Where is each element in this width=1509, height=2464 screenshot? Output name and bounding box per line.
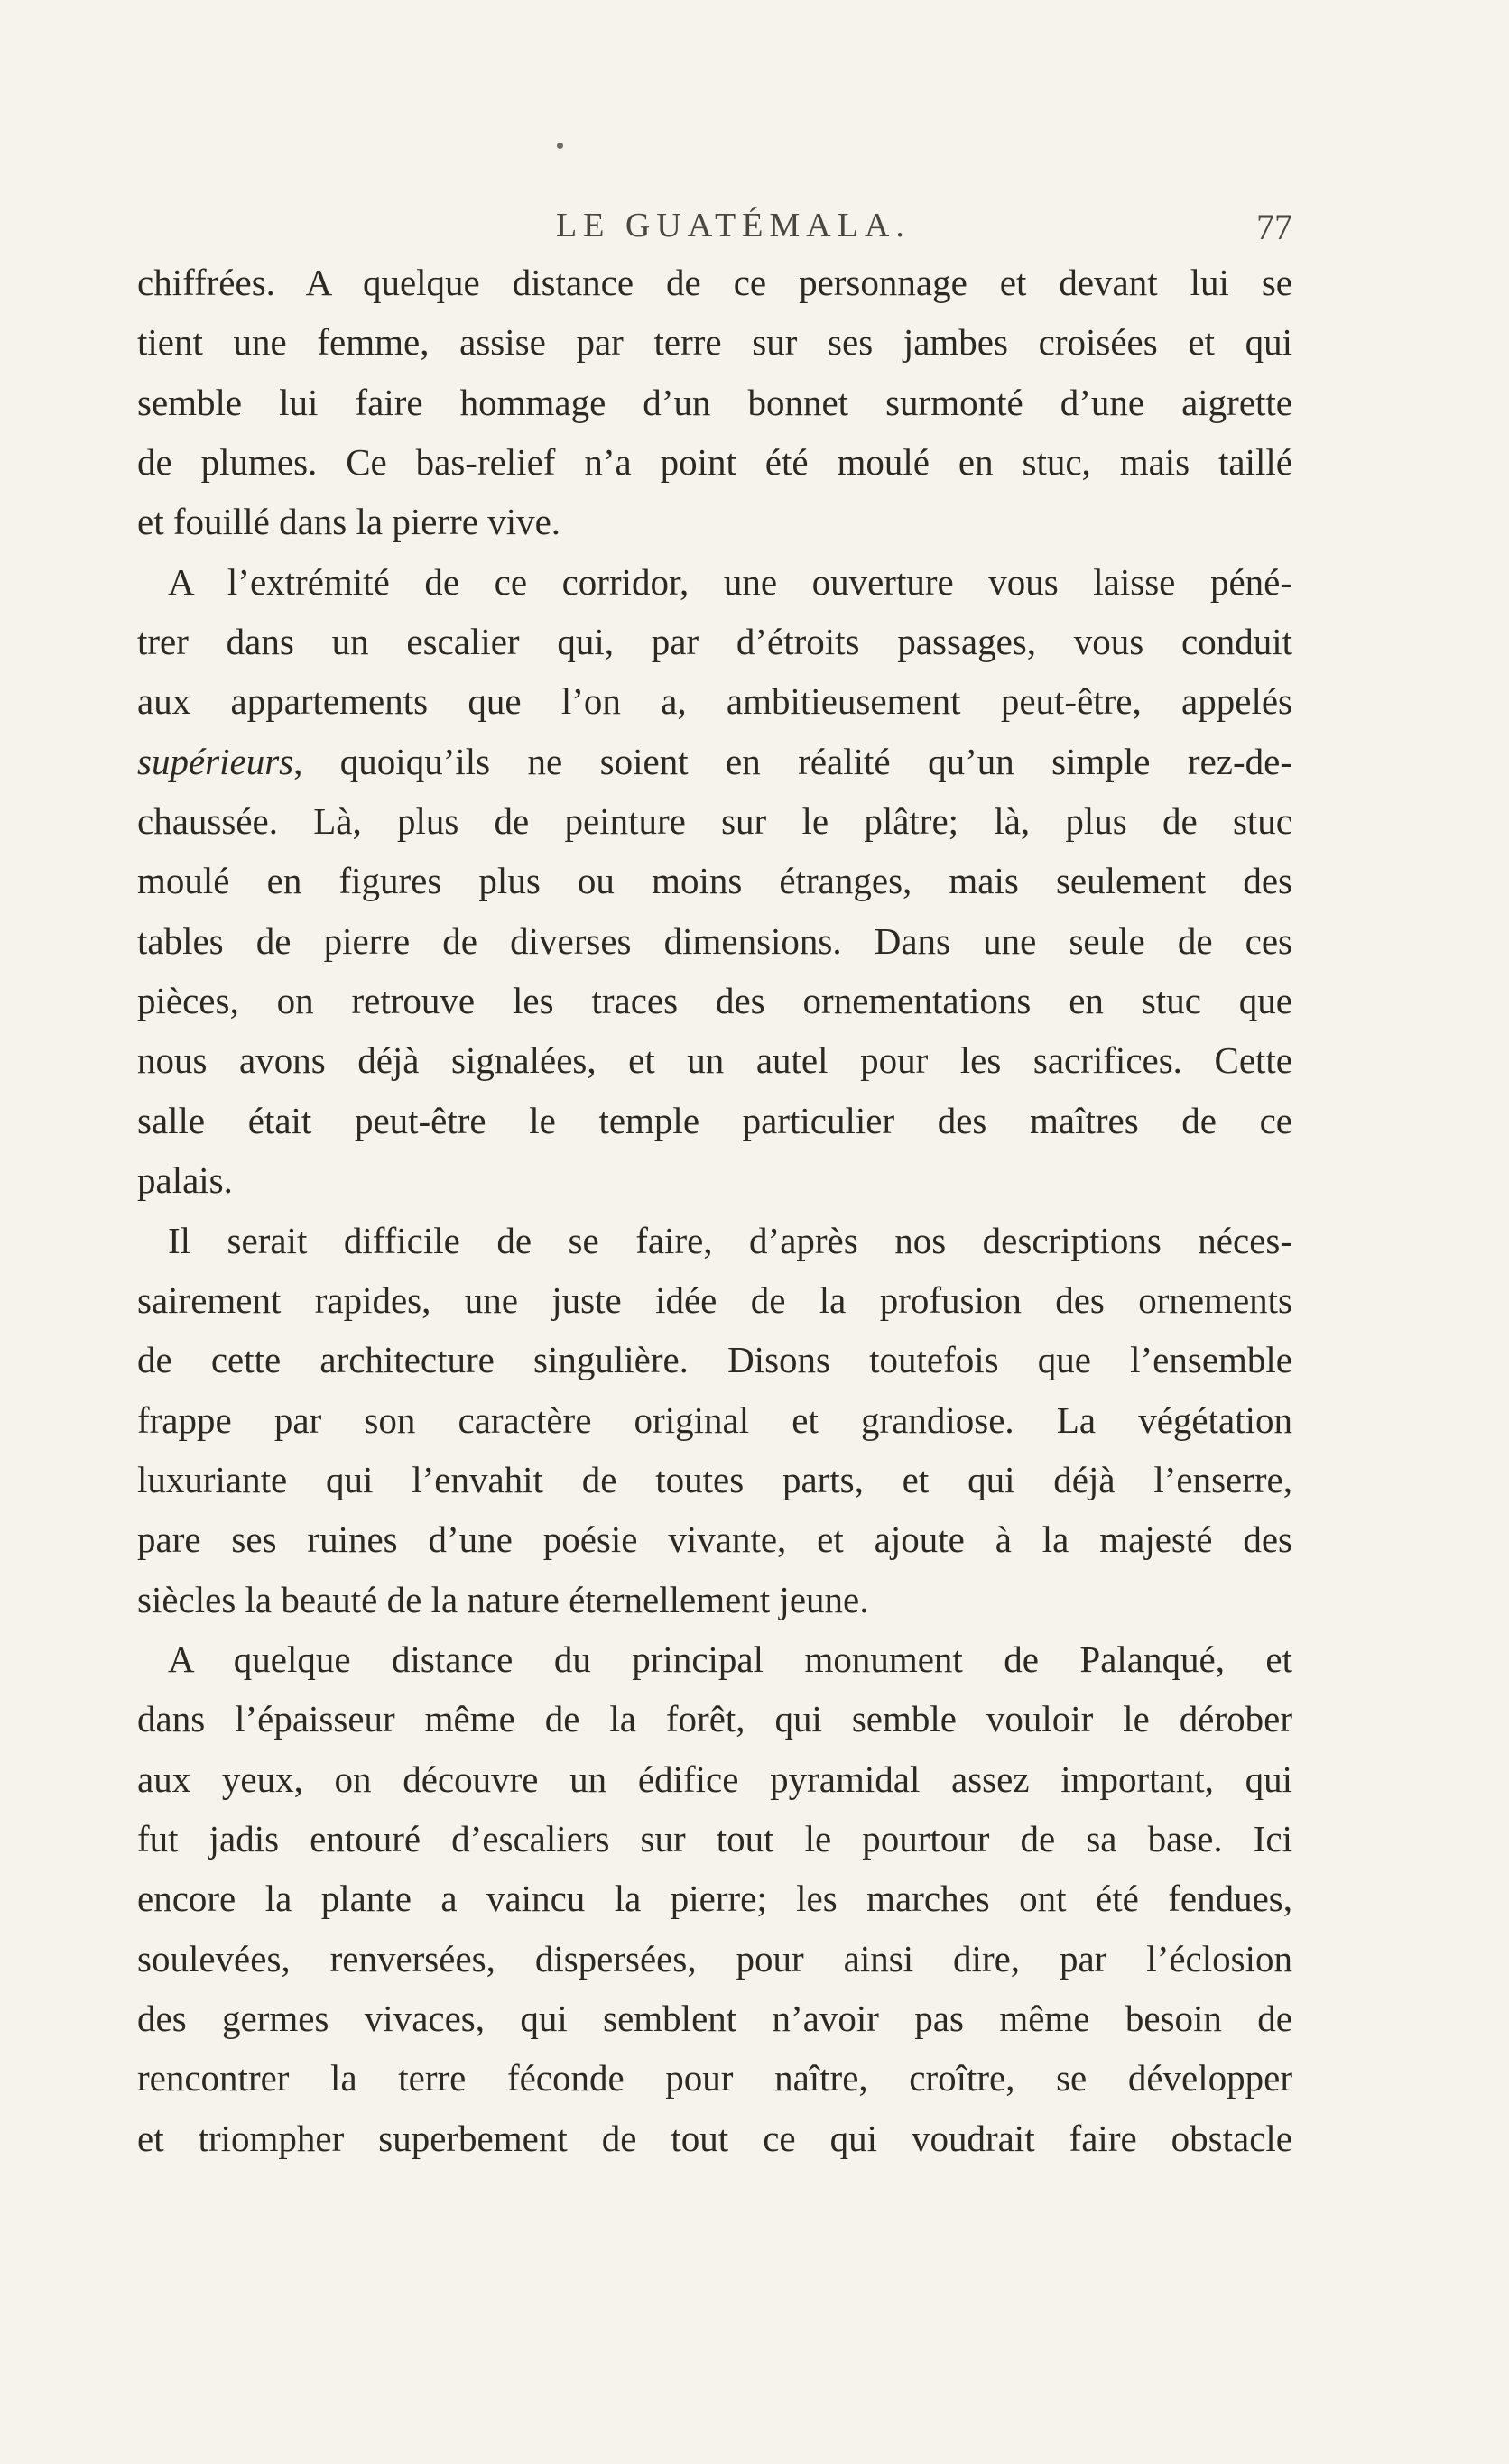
text-line: palais. [137,1159,233,1202]
page-number: 77 [1256,207,1292,247]
text-line: aux yeux, on découvre un édifice pyramidal assez important, qui [137,1758,1292,1800]
text-line: dans l’épaisseur même de la forêt, qui semble vouloir le dérober [137,1698,1292,1740]
text-line: trer dans un escalier qui, par d’étroits passages, vous conduit [137,621,1292,663]
text-line [137,732,1292,791]
text-line: nous avons déjà signalées, et un autel pour les sacrifices. Cette [137,1039,1292,1082]
text-line: tient une femme, assise par terre sur ses jambes croisées et qui [137,321,1292,364]
paragraph-start-line: A l’extrémité de ce corridor, une ouverture vous laisse péné- [168,560,1292,603]
text-line: tables de pierre de diverses dimensions. Dans une seule de ces [137,919,1292,962]
text-line: fut jadis entouré d’escaliers sur tout le pourtour de sa base. Ici [137,1817,1292,1860]
running-head [135,200,1292,251]
text-line: frappe par son caractère original et grandiose. La végétation [137,1398,1292,1441]
text-line: soulevées, renversées, dispersées, pour ainsi dire, par l’éclosion [137,1937,1292,1980]
text-line: luxuriante qui l’envahit de toutes parts, et qui déjà l’enserre, [137,1458,1292,1500]
text-line: semble lui faire hommage d’un bonnet surmonté d’une aigrette [137,381,1292,423]
text-line: pièces, on retrouve les traces des ornementations en stuc que [137,980,1292,1022]
text-line-rest: , quoiqu’ils ne soient en réalité qu’un simple rez-de- [293,740,1292,782]
body-text [137,253,1292,2168]
text-line: pare ses ruines d’une poésie vivante, et ajoute à la majesté des [137,1518,1292,1561]
printer-mark [557,143,563,149]
text-line: encore la plante a vaincu la pierre; les marches ont été fendues, [137,1878,1292,1920]
text-line: de plumes. Ce bas-relief n’a point été moulé en stuc, mais taillé [137,441,1292,484]
text-line: et fouillé dans la pierre vive. [137,501,561,543]
text-line: chiffrées. A quelque distance de ce personnage et devant lui se [137,262,1292,303]
text-line: rencontrer la terre féconde pour naître, croître, se développer [137,2057,1292,2099]
paragraph-start-line: A quelque distance du principal monument de Palanqué, et [168,1638,1292,1680]
text-line: aux appartements que l’on a, ambitieusement peut-être, appelés [137,680,1292,723]
text-line: des germes vivaces, qui semblent n’avoir pas même besoin de [137,1997,1292,2039]
text-line: de cette architecture singulière. Disons toutefois que l’ensemble [137,1339,1292,1381]
text-line: moulé en figures plus ou moins étranges, mais seulement des [137,860,1292,902]
text-line: et triompher superbement de tout ce qui voudrait faire obstacle [137,2117,1292,2159]
text-line: chaussée. Là, plus de peinture sur le plâtre; là, plus de stuc [137,800,1292,843]
text-line: sairement rapides, une juste idée de la profusion des ornements [137,1278,1292,1321]
running-title: LE GUATÉMALA. [556,207,911,245]
italic-term: supérieurs [137,740,294,782]
text-line: salle était peut-être le temple particulier des maîtres de ce [137,1099,1292,1141]
paragraph-start-line: Il serait difficile de se faire, d’après nos descriptions néces- [168,1219,1292,1261]
text-line: siècles la beauté de la nature éternellement jeune. [137,1578,869,1620]
